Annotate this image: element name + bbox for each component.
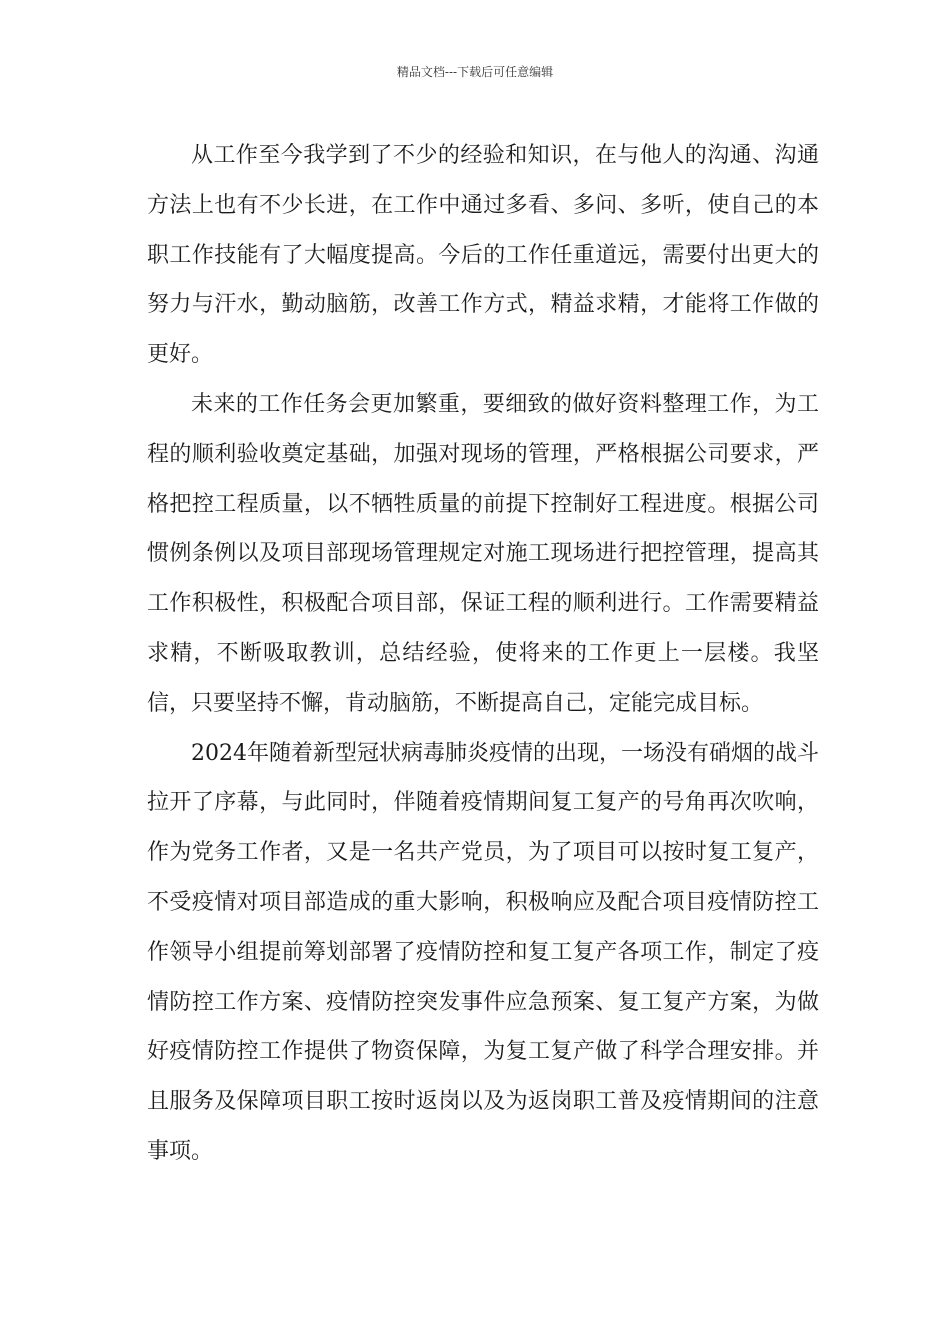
paragraph-work-experience: 从工作至今我学到了不少的经验和知识，在与他人的沟通、沟通方法上也有不少长进，在工作中通过多看、多问、多听，使自己的本职工作技能有了大幅度提高。今后的工作任重道远，需要付出更大的努力与汗水，勤动脑筋，改善工作方式，精益求精，才能将工作做的更好。 — [147, 143, 819, 368]
paragraph-epidemic-work: 2024年随着新型冠状病毒肺炎疫情的出现，一场没有硝烟的战斗拉开了序幕，与此同时，伴随着疫情期间复工复产的号角再次吹响，作为党务工作者，又是一名共产党员，为了项目可以按时复工复产，不受疫情对项目部造成的重大影响，积极响应及配合项目疫情防控工作领导小组提前筹划部署了疫情防控和复工复产各项工作，制定了疫情防控工作方案、疫情防控突发事件应急预案、复工复产方案，为做好疫情防控工作提供了物资保障，为复工复产做了科学合理安排。并且服务及保障项目职工按时返岗以及为返岗职工普及疫情期间的注意事项。 — [147, 740, 819, 1164]
page-header: 精品文档---下载后可任意编辑 — [396, 65, 554, 79]
document-body — [147, 131, 819, 1177]
paragraph-future-tasks: 未来的工作任务会更加繁重，要细致的做好资料整理工作，为工程的顺利验收奠定基础，加强对现场的管理，严格根据公司要求，严格把控工程质量，以不牺牲质量的前提下控制好工程进度。根据公司惯例条例以及项目部现场管理规定对施工现场进行把控管理，提高其工作积极性，积极配合项目部，保证工程的顺利进行。工作需要精益求精，不断吸取教训，总结经验，使将来的工作更上一层楼。我坚信，只要坚持不懈，肯动脑筋，不断提高自己，定能完成目标。 — [147, 391, 819, 716]
